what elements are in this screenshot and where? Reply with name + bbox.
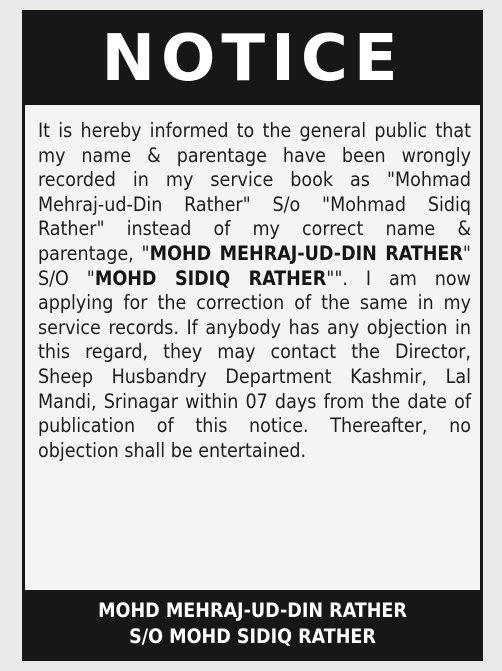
- signature-parentage: S/O MOHD SIDIQ RATHER: [129, 625, 376, 648]
- notice-body-bold-name: MOHD MEHRAJ-UD-DIN RATHER: [149, 241, 463, 265]
- signature-name: MOHD MEHRAJ-UD-DIN RATHER: [98, 599, 407, 622]
- notice-signature: [25, 590, 480, 658]
- notice-box: [22, 10, 483, 661]
- notice-body: [38, 119, 471, 463]
- notice-title: NOTICE: [25, 13, 480, 105]
- notice-body-text-2: " S/O ": [38, 241, 471, 290]
- notice-body-bold-parent: MOHD SIDIQ RATHER: [94, 266, 327, 290]
- notice-body-text-3: "". I am now applying for the correction of the same in my service records. If anybody has any objection in this regard, they may contact the Director, Sheep Husbandry Department Kashmir, Lal Mandi, Srinagar within 07 days from the date of publication of this notice. Thereafter, no objection shall be entertained.: [38, 266, 471, 462]
- notice-body-text-1: It is hereby informed to the general public that my name & parentage have been wrongly recorded in my service book as "Mohmad Mehraj-ud-Din Rather" S/o "Mohmad Sidiq Rather" instead of my correct name & parentage, ": [38, 119, 471, 265]
